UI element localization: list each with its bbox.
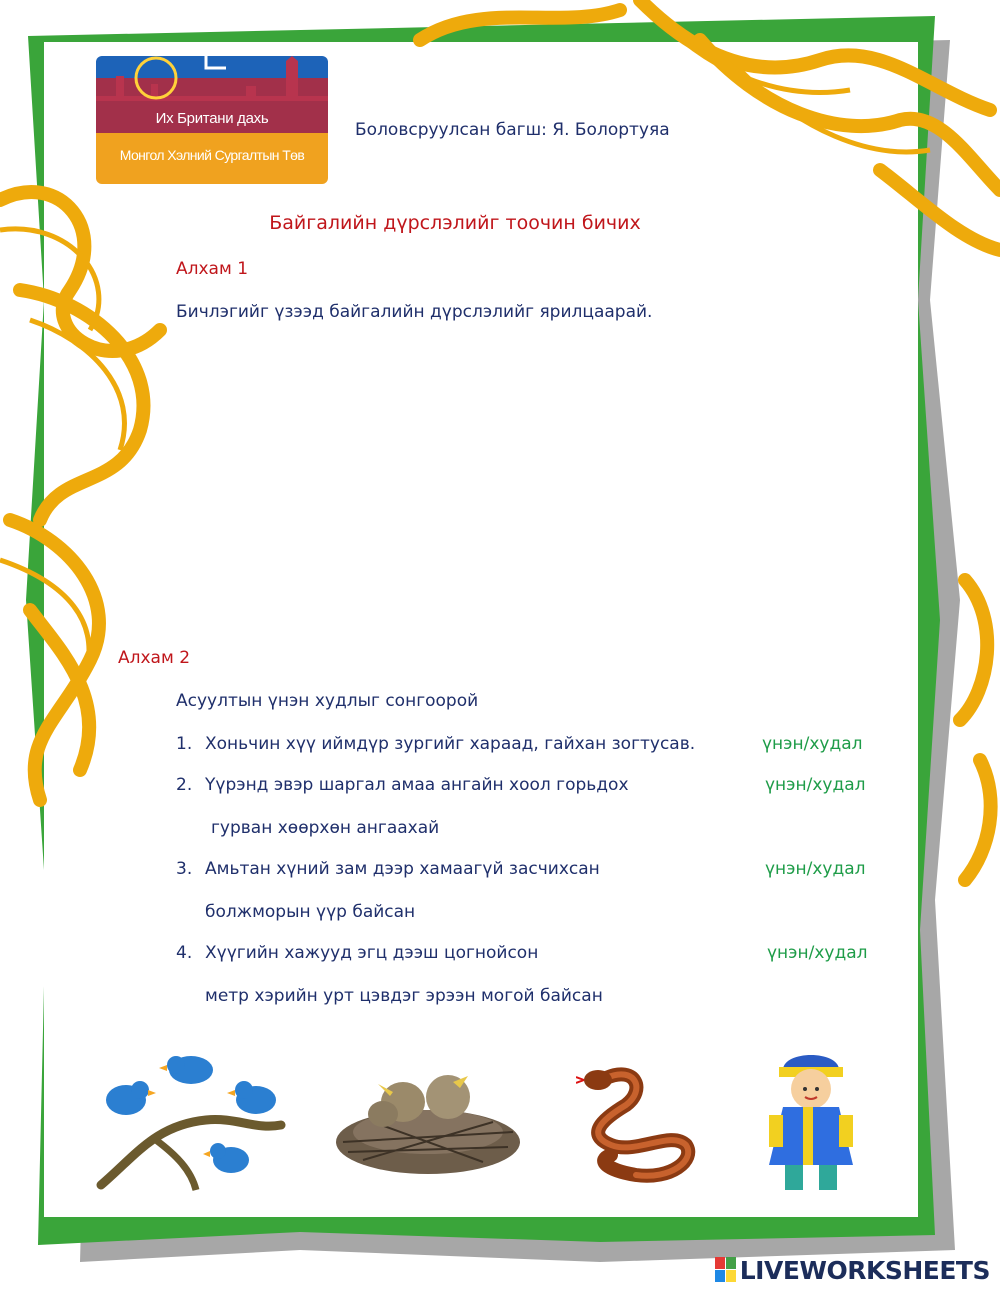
- logo-line1: Их Британи дахь: [155, 110, 269, 127]
- step2-instruction: Асуултын үнэн худлыг сонгоорой: [176, 691, 479, 711]
- birds-on-branch-picture: [96, 1045, 286, 1195]
- step1-label: Алхам 1: [176, 259, 249, 279]
- true-false-option[interactable]: үнэн/худал: [765, 775, 866, 795]
- question-text-line2: гурван хөөрхөн ангаахай: [211, 818, 440, 838]
- question-text: Амьтан хүний зам дээр хамаагүй засчихсан: [205, 859, 600, 879]
- question-text-line2: болжморын үүр байсан: [205, 902, 416, 922]
- boy-in-deel-picture: [763, 1045, 859, 1195]
- logo-line2: Монгол Хэлний Сургалтын Төв: [119, 147, 305, 163]
- true-false-option[interactable]: үнэн/худал: [765, 859, 866, 879]
- school-logo: [96, 56, 328, 184]
- question-text-line2: метр хэрийн урт цэвдэг эрээн могой байсан: [205, 986, 603, 1006]
- true-false-option[interactable]: үнэн/худал: [767, 943, 868, 963]
- brand-name: LIVEWORKSHEETS: [739, 1255, 990, 1285]
- question-text: Үүрэнд эвэр шаргал амаа ангайн хоол горьдох: [205, 775, 629, 795]
- video-area[interactable]: [176, 340, 876, 630]
- step2-label: Алхам 2: [118, 648, 191, 668]
- question-number: 1.: [176, 734, 193, 754]
- true-false-option[interactable]: үнэн/худал: [762, 734, 863, 754]
- question-number: 4.: [176, 943, 193, 963]
- step1-instruction: Бичлэгийг үзээд байгалийн дүрслэлийг ярилцаарай.: [176, 302, 653, 322]
- question-number: 3.: [176, 859, 193, 879]
- nest-with-chicks-picture: [333, 1052, 523, 1177]
- question-text: Хүүгийн хажууд эгц дээш цогнойсон: [205, 943, 539, 963]
- question-number: 2.: [176, 775, 193, 795]
- author-credit: Боловсруулсан багш: Я. Болортуяа: [355, 120, 670, 140]
- worksheet-title: Байгалийн дүрслэлийг тоочин бичих: [269, 212, 641, 234]
- snake-picture: [576, 1060, 696, 1185]
- brand-grid-icon: [715, 1257, 737, 1283]
- question-text: Хоньчин хүү иймдүр зургийг хараад, гайхан зогтусав.: [205, 734, 696, 754]
- liveworksheets-brand: [715, 1255, 990, 1285]
